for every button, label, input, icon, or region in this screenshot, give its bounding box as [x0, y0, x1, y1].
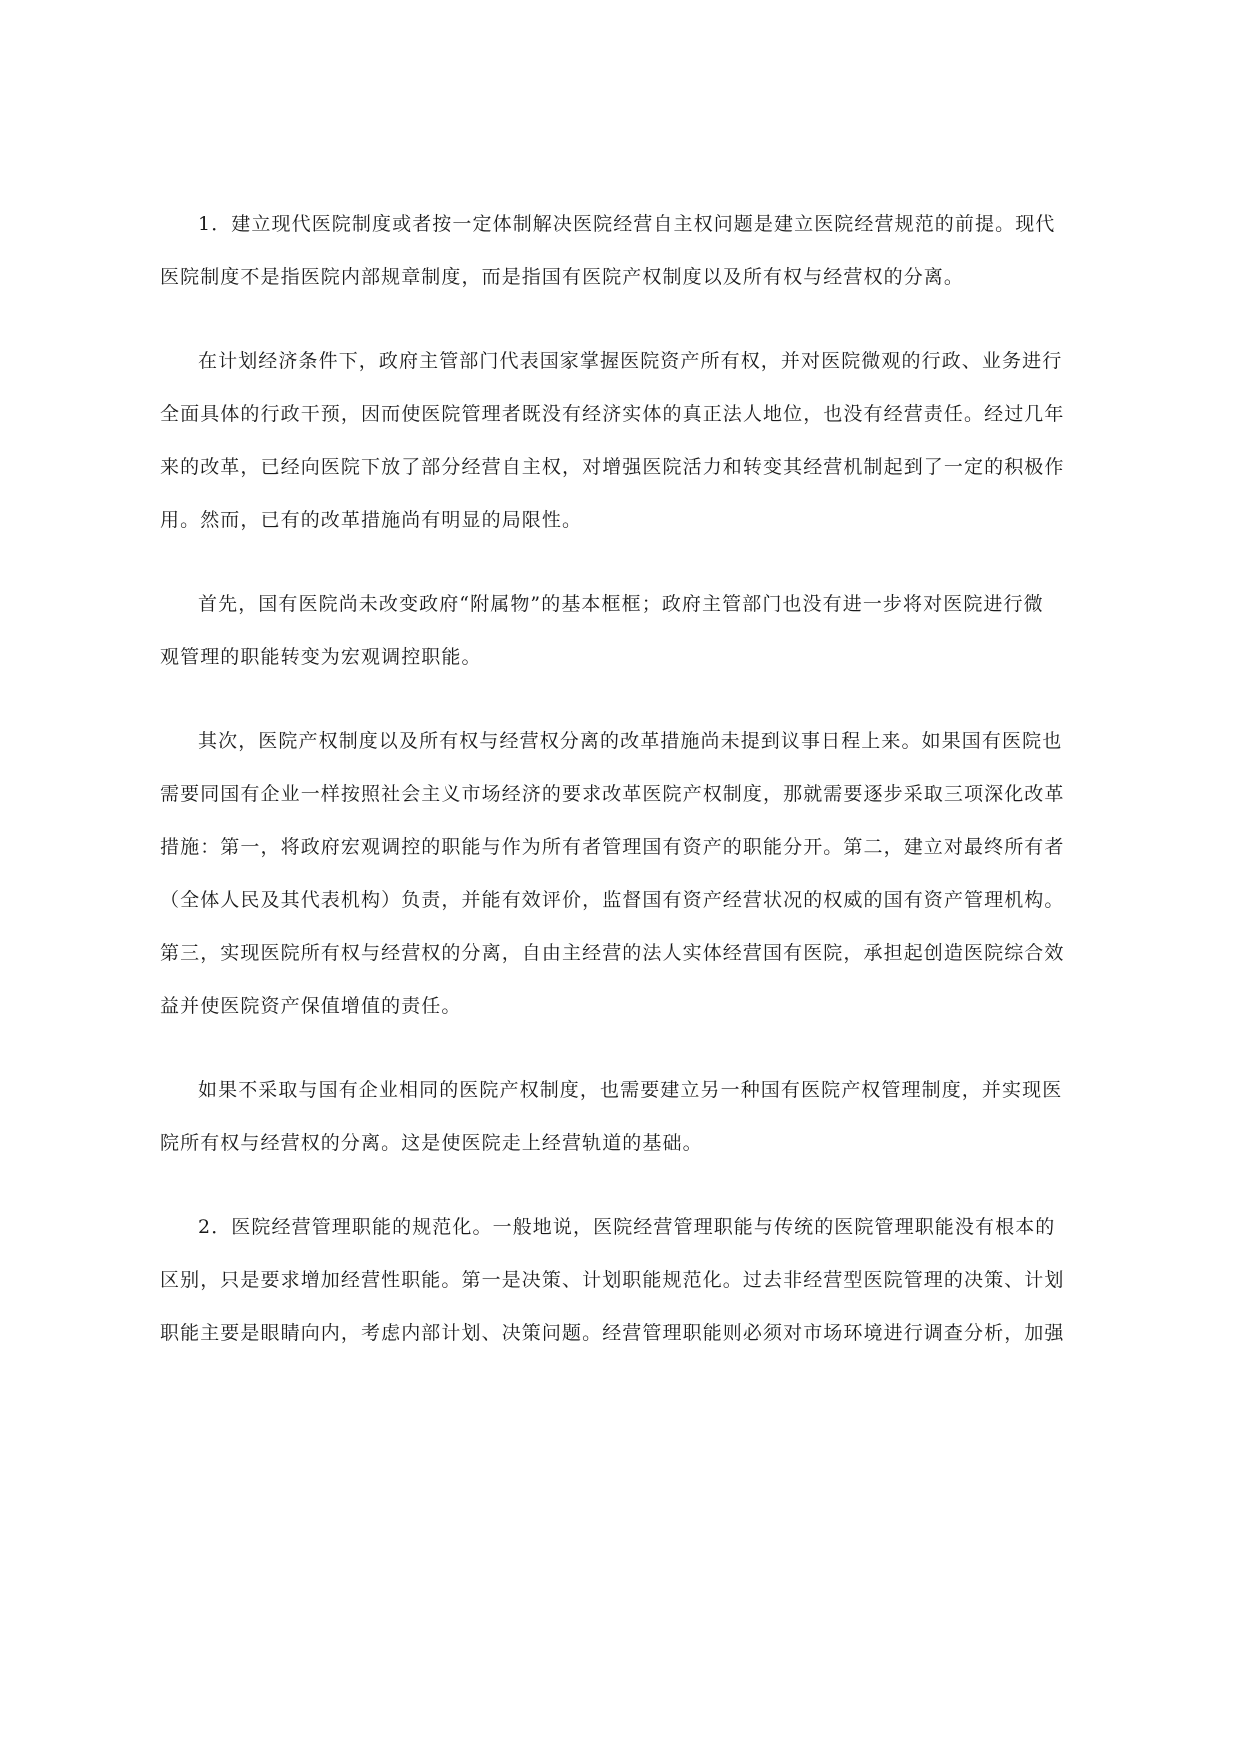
text-line: 来的改革，已经向医院下放了部分经营自主权，对增强医院活力和转变其经营机制起到了一定的积极作: [160, 456, 1065, 478]
text-line: 如果不采取与国有企业相同的医院产权制度，也需要建立另一种国有医院产权管理制度，并实现医: [198, 1079, 1063, 1101]
paragraph-planned-economy: [160, 343, 1082, 555]
text-line: 1．建立现代医院制度或者按一定体制解决医院经营自主权问题是建立医院经营规范的前提。现代: [198, 213, 1056, 235]
text-line: 用。然而，已有的改革措施尚有明显的局限性。: [160, 509, 583, 531]
paragraph-first-point: [160, 586, 1082, 692]
text-line: 全面具体的行政干预，因而使医院管理者既没有经济实体的真正法人地位，也没有经营责任。经过几年: [160, 403, 1065, 425]
text-line: 医院制度不是指医院内部规章制度，而是指国有医院产权制度以及所有权与经营权的分离。: [160, 266, 965, 288]
text-line: 区别，只是要求增加经营性职能。第一是决策、计划职能规范化。过去非经营型医院管理的决策、计划: [160, 1269, 1065, 1291]
text-line: 2．医院经营管理职能的规范化。一般地说，医院经营管理职能与传统的医院管理职能没有根本的: [198, 1216, 1056, 1238]
text-line: 职能主要是眼睛向内，考虑内部计划、决策问题。经营管理职能则必须对市场环境进行调查分析，加强: [160, 1322, 1065, 1344]
paragraph-modern-hospital-system: [160, 206, 1082, 312]
text-line: 观管理的职能转变为宏观调控职能。: [160, 646, 482, 668]
paragraph-management-functions: [160, 1209, 1082, 1351]
text-line: 需要同国有企业一样按照社会主义市场经济的要求改革医院产权制度，那就需要逐步采取三项深化改革: [160, 783, 1065, 805]
paragraph-alternative-system: [160, 1072, 1082, 1178]
text-line: （全体人民及其代表机构）负责，并能有效评价，监督国有资产经营状况的权威的国有资产管理机构。: [160, 889, 1065, 911]
text-line: 益并使医院资产保值增值的责任。: [160, 995, 462, 1017]
document-body: [160, 206, 1082, 1382]
text-line: 在计划经济条件下，政府主管部门代表国家掌握医院资产所有权，并对医院微观的行政、业务进行: [198, 350, 1063, 372]
text-line: 院所有权与经营权的分离。这是使医院走上经营轨道的基础。: [160, 1132, 703, 1154]
paragraph-second-point: [160, 723, 1082, 1041]
text-line: 首先，国有医院尚未改变政府“附属物”的基本框框；政府主管部门也没有进一步将对医院进行微: [198, 593, 1044, 615]
text-line: 措施：第一，将政府宏观调控的职能与作为所有者管理国有资产的职能分开。第二，建立对最终所有者: [160, 836, 1065, 858]
text-line: 其次，医院产权制度以及所有权与经营权分离的改革措施尚未提到议事日程上来。如果国有医院也: [198, 730, 1063, 752]
text-line: 第三，实现医院所有权与经营权的分离，自由主经营的法人实体经营国有医院，承担起创造医院综合效: [160, 942, 1065, 964]
